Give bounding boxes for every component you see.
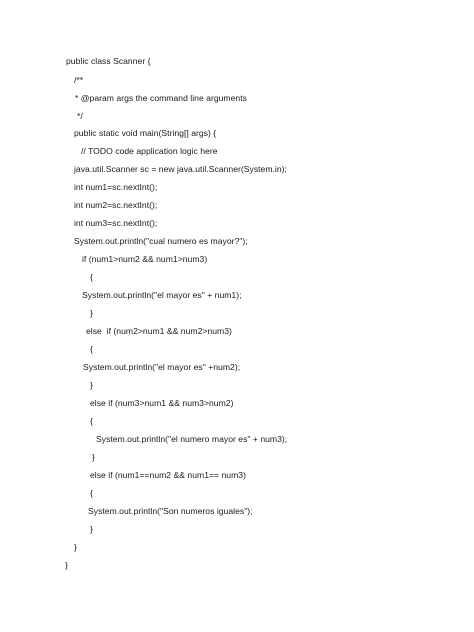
code-line-if-num1: if (num1>num2 && num1>num3) — [82, 254, 208, 264]
code-line-prompt-print: System.out.println("cual numero es mayor?"); — [74, 236, 248, 246]
code-line-brace-close: } — [92, 452, 95, 462]
code-line-else-if-equal: else if (num1==num2 && num1== num3) — [90, 470, 246, 480]
code-line-read-num3: int num3=sc.nextInt(); — [74, 218, 158, 228]
code-line-brace-open: { — [90, 416, 93, 426]
code-line-todo-comment: // TODO code application logic here — [81, 146, 218, 156]
code-line-print-num2: System.out.println("el mayor es" +num2); — [83, 362, 241, 372]
code-line-comment-open: /** — [74, 75, 84, 85]
code-line-brace-close: } — [90, 308, 93, 318]
code-line-class-close: } — [65, 560, 68, 570]
code-line-main-close: } — [74, 542, 77, 552]
code-line-else-if-num2: else if (num2>num1 && num2>num3) — [86, 326, 232, 336]
code-line-param-comment: * @param args the command line arguments — [75, 93, 247, 103]
code-line-brace-open: { — [90, 272, 93, 282]
code-line-read-num2: int num2=sc.nextInt(); — [74, 200, 158, 210]
code-line-brace-open: { — [90, 488, 93, 498]
code-line-brace-close: } — [90, 380, 93, 390]
code-line-else-if-num3: else if (num3>num1 && num3>num2) — [90, 398, 234, 408]
code-line-class-declaration: public class Scanner { — [66, 56, 151, 66]
code-line-print-equal: System.out.println("Son numeros iguales"); — [88, 506, 253, 516]
code-line-main-method: public static void main(String[] args) { — [74, 128, 217, 138]
code-line-print-num3: System.out.println("el numero mayor es" + num3); — [96, 434, 288, 444]
code-line-comment-close: */ — [77, 111, 83, 121]
code-line-brace-open: { — [90, 344, 93, 354]
code-line-scanner-init: java.util.Scanner sc = new java.util.Scanner(System.in); — [74, 164, 287, 174]
code-line-read-num1: int num1=sc.nextInt(); — [74, 182, 158, 192]
code-line-print-num1: System.out.println("el mayor es" + num1); — [82, 290, 242, 300]
code-line-brace-close: } — [90, 524, 93, 534]
